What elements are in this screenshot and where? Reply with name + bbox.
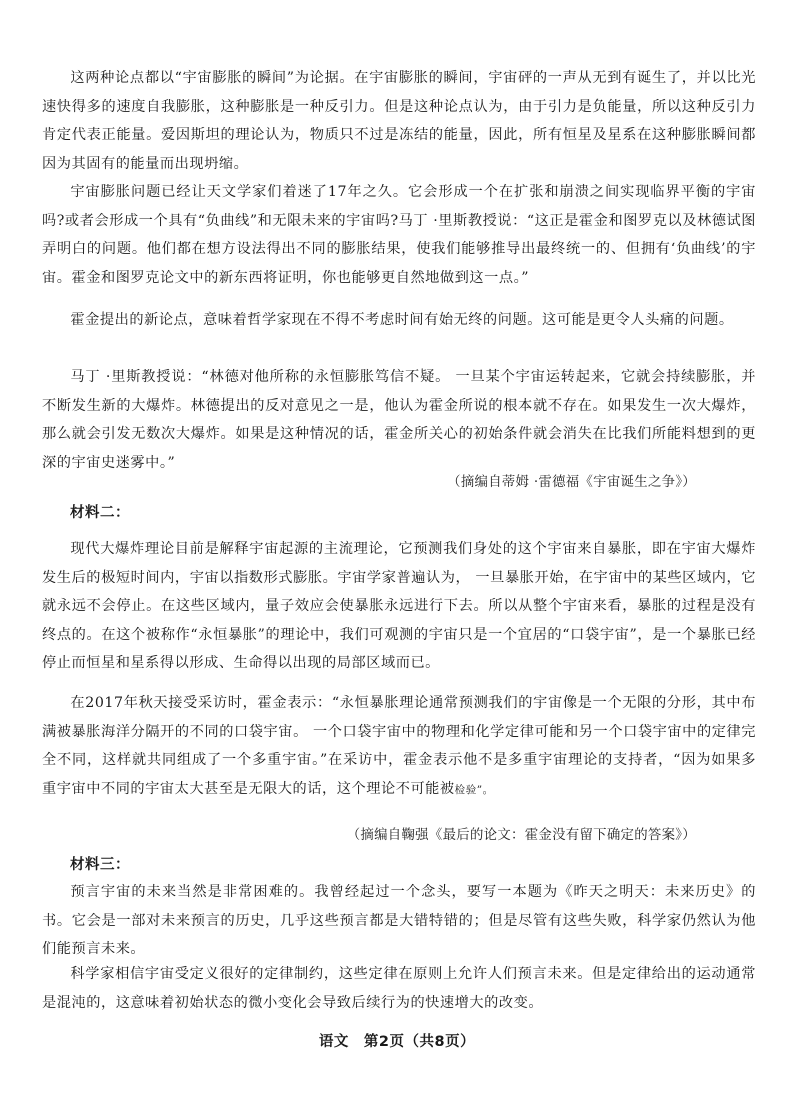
paragraph: 宇宙膨胀问题已经让天文学家们着迷了17年之久。它会形成一个在扩张和崩溃之间实现临界平衡的宇宙吗?或者会形成一个具有“负曲线”和无限未来的宇宙吗?马丁 ·里斯教授说：“这正是霍金和图罗克以及林德试图弄明白的问题。他们都在想方设法得出不同的膨胀结果，使我们能够推导出最终统一的、但拥有‘负曲线’的宇宙。霍金和图罗克论文中的新东西将证明，你也能够更自然地做到这一点。” bbox=[42, 184, 756, 286]
paragraph: 现代大爆炸理论目前是解释宇宙起源的主流理论，它预测我们身处的这个宇宙来自暴胀，即在宇宙大爆炸发生后的极短时间内，宇宙以指数形式膨胀。宇宙学家普遍认为， 一旦暴胀开始，在宇宙中的某些区域内，它就永远不会停止。在这些区域内，量子效应会使暴胀永远进行下去。所以从整个宇宙来看，暴胀的过程是没有终点的。在这个被称作“永恒暴胀”的理论中，我们可观测的宇宙只是一个宜居的“口袋宇宙”，是一个暴胀已经停止而恒星和星系得以形成、生命得以出现的局部区域而已。 bbox=[42, 541, 756, 672]
section-heading: 材料二： bbox=[70, 505, 130, 521]
page-footer: 语文 第2页（共8页） bbox=[318, 1034, 476, 1050]
paragraph: 这两种论点都以“宇宙膨胀的瞬间”为论据。在宇宙膨胀的瞬间，宇宙砰的一声从无到有诞生了，并以比光速快得多的速度自我膨胀，这种膨胀是一种反引力。但是这种论点认为，由于引力是负能量，所以这种反引力肯定代表正能量。爱因斯坦的理论认为，物质只不过是冻结的能量，因此，所有恒星及星系在这种膨胀瞬间都因为其固有的能量而出现坍缩。 bbox=[42, 70, 756, 172]
paragraph: 霍金提出的新论点，意味着哲学家现在不得不考虑时间有始无终的问题。这可能是更令人头痛的问题。 bbox=[70, 312, 734, 328]
paragraph-text: 在2017年秋天接受采访时，霍金表示：“永恒暴胀理论通常预测我们的宇宙像是一个无限的分形，其中布满被暴胀海洋分隔开的不同的口袋宇宙。 一个口袋宇宙中的物理和化学定律可能和另一个口袋宇宙中的定律完全不同，这样就共同组成了一个多重宇宙。”在采访中，霍金表示他不是多重宇宙理论的支持者，“因为如果多重宇宙中不同的宇宙太大甚至是无限大的话，这个理论不可能被 bbox=[42, 695, 756, 797]
section-heading: 材料三： bbox=[70, 857, 130, 873]
paragraph: 马丁 ·里斯教授说：“林德对他所称的永恒膨胀笃信不疑。 一旦某个宇宙运转起来，它就会持续膨胀，并不断发生新的大爆炸。林德提出的反对意见之一是，他认为霍金所说的根本就不存在。如果发生一次大爆炸，那么就会引发无数次大爆炸。如果是这种情况的话，霍金所关心的初始条件就会消失在比我们所能料想到的更深的宇宙史迷雾中。” bbox=[42, 369, 756, 471]
paragraph: 预言宇宙的未来当然是非常困难的。我曾经起过一个念头，要写一本题为《昨天之明天：未来历史》的书。它会是一部对未来预言的历史，几乎这些预言都是大错特错的；但是尽管有这些失败，科学家仍然认为他们能预言未来。 bbox=[42, 884, 756, 958]
source-citation: （摘编自鞠强《最后的论文：霍金没有留下确定的答案》） bbox=[346, 828, 696, 843]
paragraph-tail: 检验”。 bbox=[454, 783, 494, 796]
paragraph bbox=[42, 689, 756, 804]
paragraph: 科学家相信宇宙受定义很好的定律制约，这些定律在原则上允许人们预言未来。但是定律给出的运动通常是混沌的，这意味着初始状态的微小变化会导致后续行为的快速增大的改变。 bbox=[42, 966, 756, 1011]
source-citation: （摘编自蒂姆 ·雷德福《宇宙诞生之争》） bbox=[447, 475, 696, 490]
